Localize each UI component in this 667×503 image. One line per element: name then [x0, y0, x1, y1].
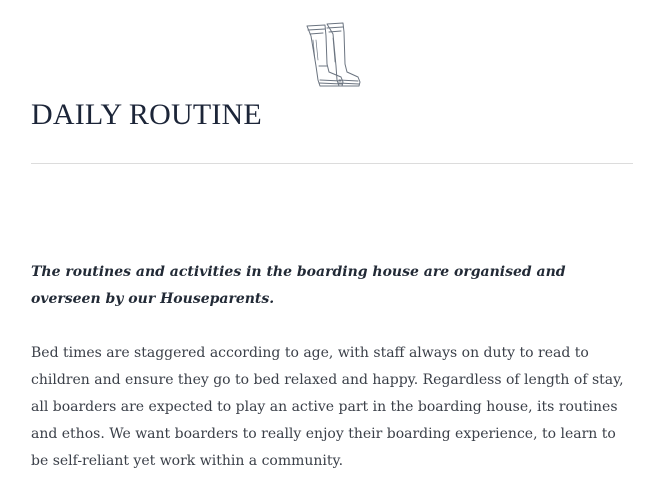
intro-paragraph: The routines and activities in the boarding house are organised and overseen by our Houseparents.: [31, 264, 566, 307]
wellington-boots-icon: [303, 20, 363, 88]
body-paragraph: Bed times are staggered according to age, with staff always on duty to read to children and ensure they go to bed relaxed and happy. Regardless of length of stay, all boarders are expected to play an active part in the boarding house, its routines and ethos. We want boarders to really enjoy their boarding experience, to learn to be self-reliant yet work within a community.: [31, 345, 624, 469]
page-title: DAILY ROUTINE: [31, 98, 262, 131]
title-divider: [31, 163, 633, 164]
